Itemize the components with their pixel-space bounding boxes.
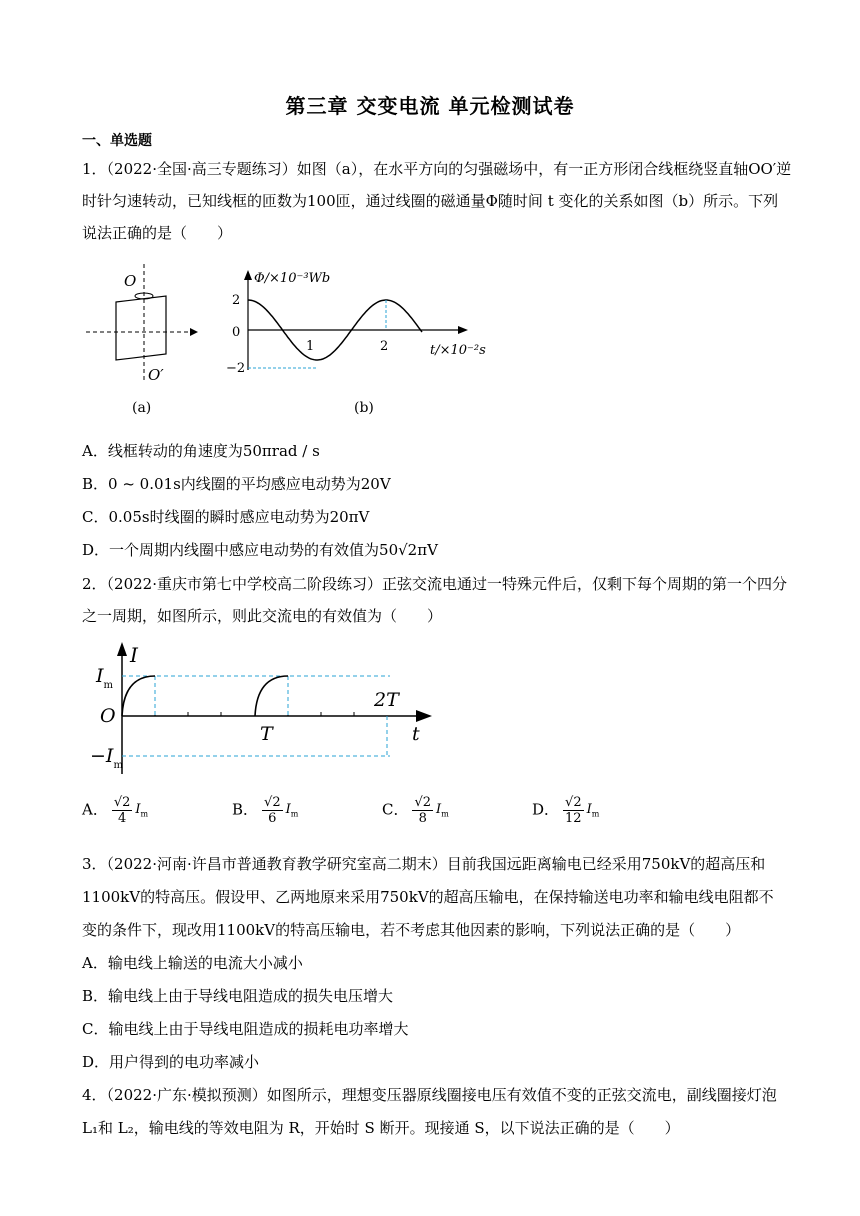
q2-curve-1 xyxy=(122,676,155,716)
fig-b-xlabel: t/×10⁻²s xyxy=(430,343,486,358)
q2-2T-label: 2T xyxy=(374,689,399,711)
im-symbol: $I_m$ xyxy=(586,802,600,819)
q2-line-2: 之一周期，如图所示，则此交流电的有效值为（ ） xyxy=(82,607,443,625)
q1-figure-b xyxy=(226,266,496,422)
q1-line-2: 时针匀速转动，已知线框的匝数为100匝，通过线圈的磁通量Φ随时间 t 变化的关系如图（b）所示。下列 xyxy=(82,192,779,210)
page-title: 第三章 交变电流 单元检测试卷 xyxy=(285,94,575,118)
q2-y-arrow-icon xyxy=(117,642,127,656)
frac-den: 6 xyxy=(268,811,277,826)
frac-num: √2 xyxy=(264,795,281,810)
option-letter: A． xyxy=(82,800,108,819)
x-tick-1: 1 xyxy=(306,339,315,354)
fig-b-ylabel: Φ/×10⁻³Wb xyxy=(254,271,331,286)
q2-figure xyxy=(90,640,450,780)
frac-den: 4 xyxy=(117,811,127,826)
q1-option-d: D．一个周期内线圈中感应电动势的有效值为50√2πV xyxy=(82,541,438,559)
q1-option-a: A．线框转动的角速度为50πrad / s xyxy=(82,442,320,460)
fig-a-bottom-label: O′ xyxy=(148,366,164,384)
fraction xyxy=(262,795,283,826)
q2-option-a xyxy=(82,795,148,826)
frac-den: 8 xyxy=(418,811,427,826)
q2-im-label: $I_m$ xyxy=(96,665,113,691)
q4-line-2: L₁和 L₂，输电线的等效电阻为 R，开始时 S 断开。现接通 S，以下说法正确的是（ ） xyxy=(82,1119,680,1137)
q2-option-c xyxy=(382,795,449,826)
q2-option-d xyxy=(532,795,599,826)
x-tick-2: 2 xyxy=(380,339,389,354)
im-symbol: $I_m$ xyxy=(436,802,449,819)
fraction xyxy=(112,795,133,826)
q1-line-3: 说法正确的是（ ） xyxy=(82,224,233,242)
q1-figure-a xyxy=(82,262,202,422)
q2-t-label: t xyxy=(412,723,420,745)
q2-curve-2 xyxy=(255,676,288,716)
q2-x-arrow-icon xyxy=(416,710,432,722)
q1-option-b: B．0 ~ 0.01s内线圈的平均感应电动势为20V xyxy=(82,475,391,493)
y-tick-top: 2 xyxy=(232,293,241,308)
fraction xyxy=(412,795,433,826)
q2-T-label: T xyxy=(260,723,273,745)
q3-line-2: 1100kV的特高压。假设甲、乙两地原来采用750kV的超高压输电，在保持输送电功率和输电线电阻都不 xyxy=(82,888,774,906)
im-symbol: $I_m$ xyxy=(135,802,149,819)
q3-option-d: D．用户得到的电功率减小 xyxy=(82,1053,260,1071)
q1-option-c: C．0.05s时线圈的瞬时感应电动势为20πV xyxy=(82,508,370,526)
q3-option-c: C．输电线上由于导线电阻造成的损耗电功率增大 xyxy=(82,1020,409,1038)
x-arrow-icon xyxy=(458,326,468,334)
y-arrow-icon xyxy=(244,270,252,280)
frac-num: √2 xyxy=(565,795,582,810)
q3-option-b: B．输电线上由于导线电阻造成的损失电压增大 xyxy=(82,987,394,1005)
square-coil xyxy=(116,296,166,360)
q2-option-b xyxy=(232,795,298,826)
y-tick-zero: 0 xyxy=(232,325,241,340)
frac-num: √2 xyxy=(113,795,131,810)
q2-neg-im-label: $-I_m$ xyxy=(90,745,123,771)
frac-num: √2 xyxy=(414,795,432,810)
q1-line-1: 1．（2022·全国·高三专题练习）如图（a），在水平方向的匀强磁场中，有一正方形闭合线框绕竖直轴OO′逆 xyxy=(82,160,792,178)
q2-ylabel: I xyxy=(130,643,138,667)
fig-b-caption: (b) xyxy=(354,400,374,416)
q2-line-1: 2．（2022·重庆市第七中学校高二阶段练习）正弦交流电通过一特殊元件后，仅剩下每个周期的第一个四分 xyxy=(82,575,787,593)
option-letter: B． xyxy=(232,800,259,819)
q3-line-1: 3．（2022·河南·许昌市普通教育教学研究室高二期末）目前我国远距离输电已经采用750kV的超高压和 xyxy=(82,855,766,873)
field-arrow-icon xyxy=(190,328,198,336)
fig-a-top-label: O xyxy=(124,272,137,290)
section-heading: 一、单选题 xyxy=(82,133,152,149)
q3-line-3: 变的条件下，现改用1100kV的特高压输电，若不考虑其他因素的影响，下列说法正确的是（ ） xyxy=(82,921,741,939)
q4-line-1: 4．（2022·广东·模拟预测）如图所示，理想变压器原线圈接电压有效值不变的正弦交流电，副线圈接灯泡 xyxy=(82,1086,777,1104)
im-symbol: $I_m$ xyxy=(285,802,299,819)
frac-den: 12 xyxy=(565,811,582,826)
q2-options xyxy=(82,795,782,835)
fraction xyxy=(563,795,584,826)
fig-a-caption: (a) xyxy=(132,400,152,416)
option-letter: C． xyxy=(382,800,409,819)
y-tick-bottom: −2 xyxy=(226,361,246,376)
q3-option-a: A．输电线上输送的电流大小减小 xyxy=(82,954,303,972)
option-letter: D． xyxy=(532,800,560,819)
q2-origin: O xyxy=(100,705,116,727)
